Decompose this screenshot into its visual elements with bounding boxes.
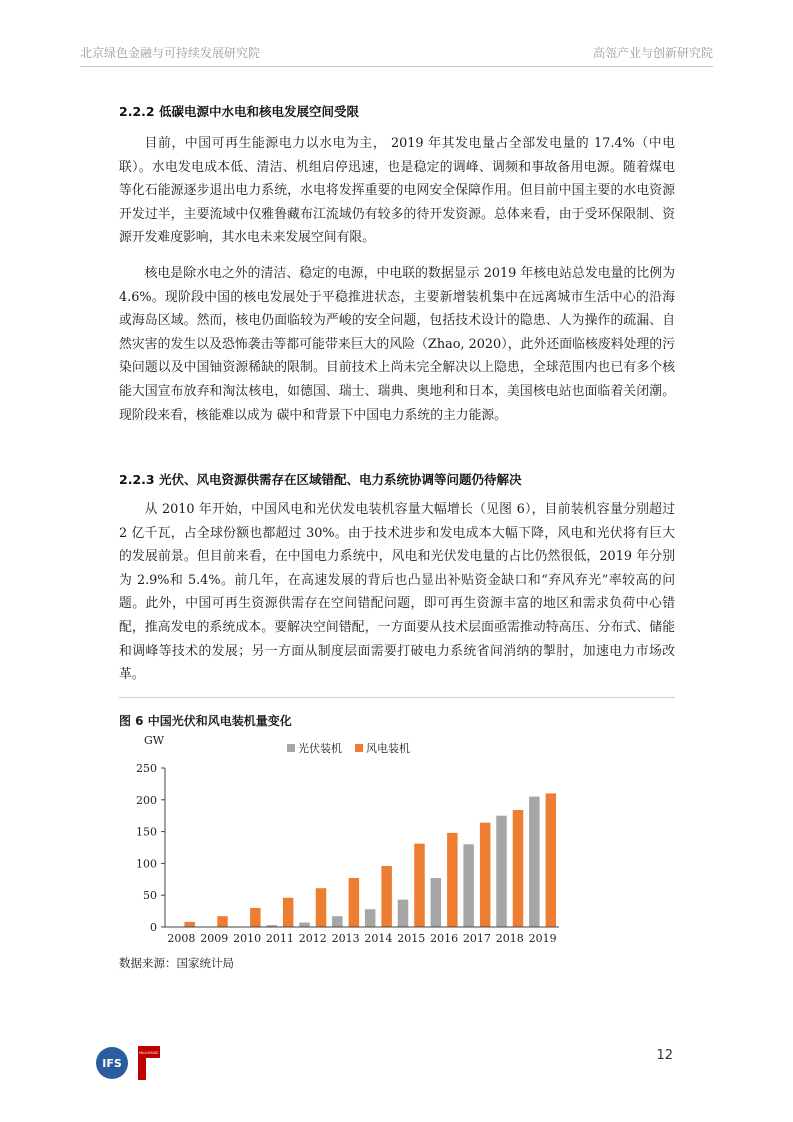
bar-solar-2013 <box>332 916 343 927</box>
bar-wind-2009 <box>217 916 228 927</box>
y-axis-label: GW <box>144 734 165 747</box>
paragraph-solar-wind: 从 2010 年开始，中国风电和光伏发电装机容量大幅增长（见图 6），目前装机容量分别超过 2 亿千瓦，占全球份额也都超过 30%。由于技术进步和发电成本大幅下降，风电和光伏将有巨大的发展前景。但目前来看，在中国电力系统中，风电和光伏发电量的占比仍然很低，2019 年分别为 2.9%和 5.4%。前几年，在高速发展的背后也凸显出补贴资金缺口和“弃风弃光”率较高的问题。此外，中国可再生资源供需存在空间错配问题，即可再生资源丰富的地区和需求负荷中心错配，推高发电的系统成本。要解决空间错配，一方面要从技术层面亟需推动特高压、分布式、储能和调峰等技术的发展；另一方面从制度层面需要打破电力系统省间消纳的掣肘，加速电力市场改革。 <box>119 502 675 683</box>
bar-solar-2017 <box>463 844 474 927</box>
legend-swatch-wind <box>355 744 363 752</box>
bar-wind-2014 <box>381 866 392 927</box>
page-number: 12 <box>656 1048 673 1063</box>
ifs-logo-text: IFS <box>102 1057 122 1070</box>
paragraph-hydropower: 目前，中国可再生能源电力以水电为主， 2019 年其发电量占全部发电量的 17.4%（中电联）。水电发电成本低、清洁、机组启停迅速，也是稳定的调峰、调频和事故备用电源。随着煤电等化石能源逐步退出电力系统，水电将发挥重要的电网安全保障作用。但目前中国主要的水电资源开发过半，主要流域中仅雅鲁藏布江流域仍有较多的待开发资源。总体来看，由于受环保限制、资源开发难度影响，其水电未来发展空间有限。 <box>119 136 675 246</box>
y-tick-label: 100 <box>136 857 157 871</box>
legend-label-wind: 风电装机 <box>366 742 410 755</box>
section-heading-2-2-3: 2.2.3 光伏、风电资源供需存在区域错配、电力系统协调等问题仍待解决 <box>119 472 522 487</box>
section-heading-2-2-2: 2.2.2 低碳电源中水电和核电发展空间受限 <box>119 104 359 119</box>
data-source: 数据来源：国家统计局 <box>119 956 234 970</box>
paragraph-nuclear: 核电是除水电之外的清洁、稳定的电源，中电联的数据显示 2019 年核电站总发电量的比例为 4.6%。现阶段中国的核电发展处于平稳推进状态，主要新增装机集中在远离城市生活中心的沿海或海岛区域。然而，核电仍面临较为严峻的安全问题，包括技术设计的隐患、人为操作的疏漏、自然灾害的发生以及恐怖袭击等都可能带来巨大的风险（Zhao, 2020），此外还面临核废料处理的污染问题以及中国铀资源稀缺的限制。目前技术上尚未完全解决以上隐患，全球范围内也已有多个核能大国宣布放弃和淘汰核电，如德国、瑞士、瑞典、奥地利和日本，美国核电站也面临着关闭潮。现阶段来看，核能难以成为 碳中和背景下中国电力系统的主力能源。 <box>119 266 675 423</box>
legend-swatch-solar <box>287 744 295 752</box>
bar-solar-2019 <box>529 797 540 927</box>
bar-wind-2008 <box>184 922 195 927</box>
bar-wind-2018 <box>513 810 524 927</box>
x-tick-label: 2009 <box>200 932 229 945</box>
x-tick-label: 2010 <box>233 932 262 945</box>
figure-separator <box>119 697 675 698</box>
hillhouse-logo <box>138 1046 160 1080</box>
y-tick-label: 50 <box>143 889 157 903</box>
bar-wind-2013 <box>349 878 360 927</box>
bar-wind-2012 <box>316 888 327 927</box>
x-axis <box>165 927 559 945</box>
bar-wind-2011 <box>283 898 294 927</box>
header-left-title: 北京绿色金融与可持续发展研究院 <box>80 46 261 60</box>
x-tick-label: 2011 <box>265 932 294 945</box>
x-tick-label: 2016 <box>430 932 459 945</box>
y-tick-label: 0 <box>150 921 157 934</box>
hillhouse-logo-text: HILLHOUSE <box>139 1051 159 1055</box>
x-tick-label: 2008 <box>167 932 196 945</box>
bar-solar-2016 <box>431 878 442 927</box>
legend-label-solar: 光伏装机 <box>298 742 342 755</box>
bar-solar-2018 <box>496 816 507 927</box>
bar-wind-2015 <box>414 844 425 927</box>
x-tick-label: 2014 <box>364 932 393 945</box>
x-tick-label: 2015 <box>397 932 426 945</box>
x-tick-label: 2017 <box>462 932 491 945</box>
bar-solar-2014 <box>365 909 376 927</box>
header-right-title: 高瓴产业与创新研究院 <box>592 46 713 60</box>
bar-wind-2010 <box>250 908 260 927</box>
ifs-logo <box>92 1046 132 1080</box>
y-axis <box>136 762 165 934</box>
header-divider <box>80 66 713 67</box>
bar-wind-2019 <box>546 793 557 927</box>
bar-solar-2015 <box>398 900 409 927</box>
bar-solar-2012 <box>299 923 310 927</box>
x-tick-label: 2013 <box>331 932 360 945</box>
y-tick-label: 250 <box>136 762 157 775</box>
capacity-bar-chart <box>119 730 569 952</box>
x-tick-label: 2012 <box>298 932 327 945</box>
y-tick-label: 150 <box>136 825 157 839</box>
bar-wind-2016 <box>447 833 458 927</box>
chart-legend <box>287 741 410 755</box>
x-tick-label: 2018 <box>495 932 524 945</box>
bars-group <box>168 793 556 927</box>
x-tick-label: 2019 <box>528 932 557 945</box>
figure-title: 图 6 中国光伏和风电装机量变化 <box>119 714 292 728</box>
bar-wind-2017 <box>480 823 491 927</box>
y-tick-label: 200 <box>136 793 157 807</box>
